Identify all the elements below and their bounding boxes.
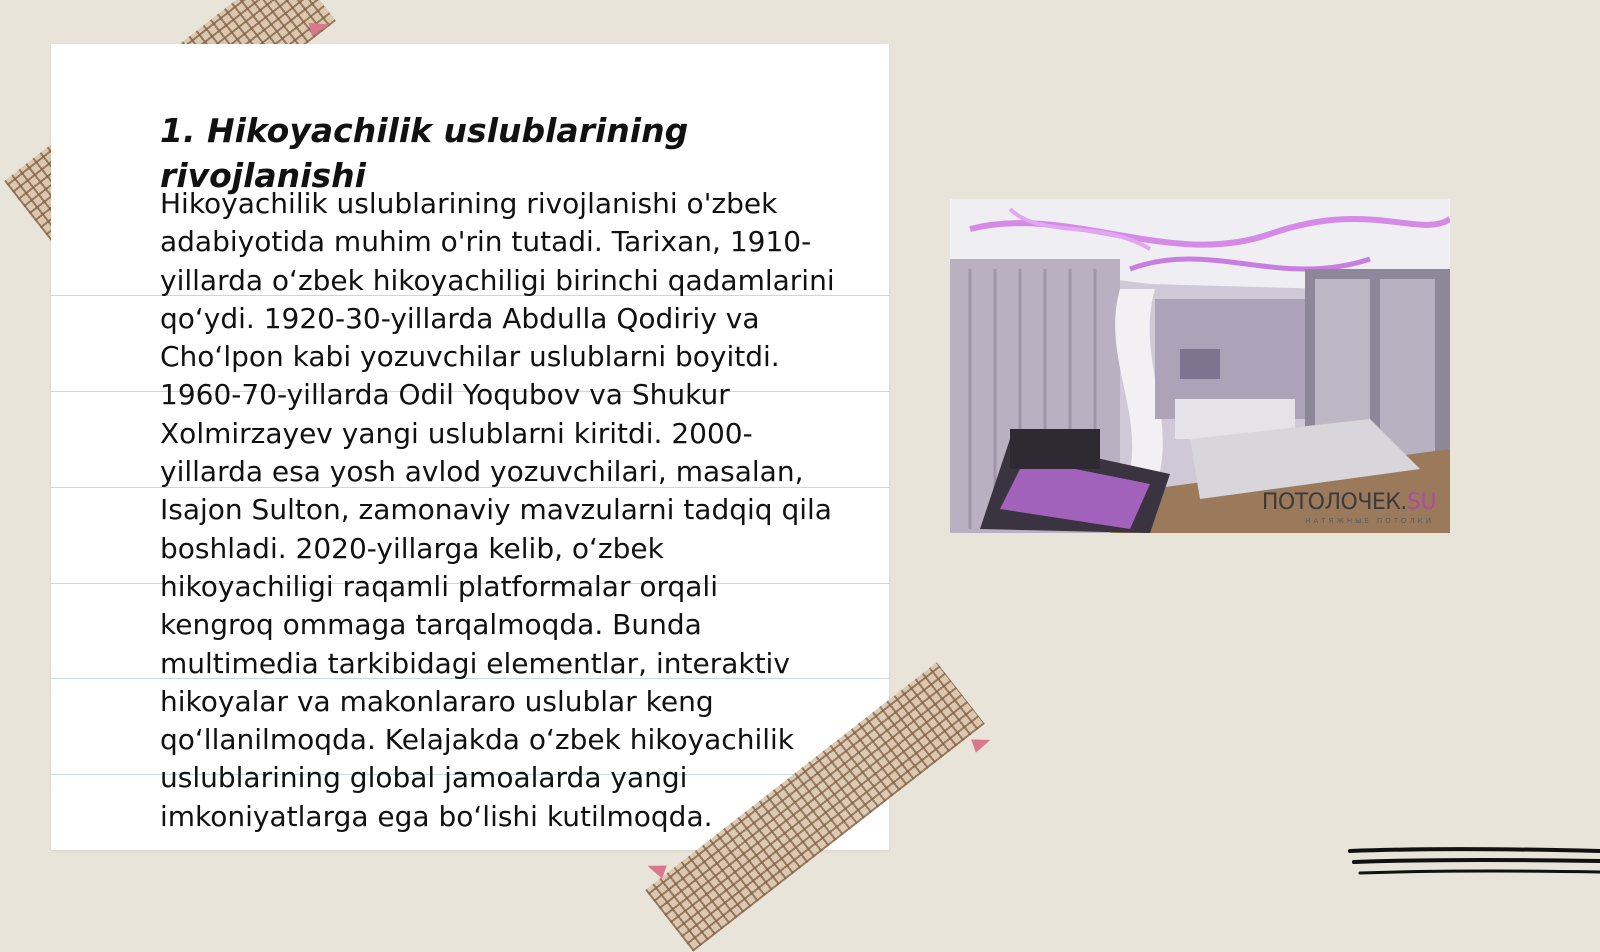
decorative-brush-lines <box>1348 845 1600 885</box>
slide-body-text: Hikoyachilik uslublarining rivojlanishi o'zbek adabiyotida muhim o'rin tutadi. Tarixan, 1910-yillarda oʻzbek hikoyachiligi birinchi qadamlarini qoʻydi. 1920-30-yillarda Abdulla Qodiriy va Choʻlpon kabi yozuvchilar uslublarni boyitdi. 1960-70-yillarda Odil Yoqubov va Shukur Xolmirzayev yangi uslublarni kiritdi. 2000-yillarda esa yosh avlod yozuvchilari, masalan, Isajon Sulton, zamonaviy mavzularni tadqiq qila boshladi. 2020-yillarga kelib, oʻzbek hikoyachiligi raqamli platformalar orqali kengroq ommaga tarqalmoqda. Bunda multimedia tarkibidagi elementlar, interaktiv hikoyalar va makonlararo uslublar keng qoʻllanilmoqda. Kelajakda oʻzbek hikoyachilik uslublarining global jamoalarda yangi imkoniyatlarga ega boʻlishi kutilmoqda. <box>160 187 835 833</box>
slide-title: 1. Hikoyachilik uslublarining rivojlanishi <box>160 111 689 195</box>
tape-end-decoration <box>971 733 993 752</box>
bedroom-interior-photo <box>950 199 1450 533</box>
photo-watermark: ПОТОЛОЧЕК.SU <box>1261 490 1436 515</box>
photo-watermark-subtitle: НАТЯЖНЫЕ ПОТОЛКИ <box>1305 517 1434 525</box>
bedroom-illustration <box>950 199 1450 533</box>
